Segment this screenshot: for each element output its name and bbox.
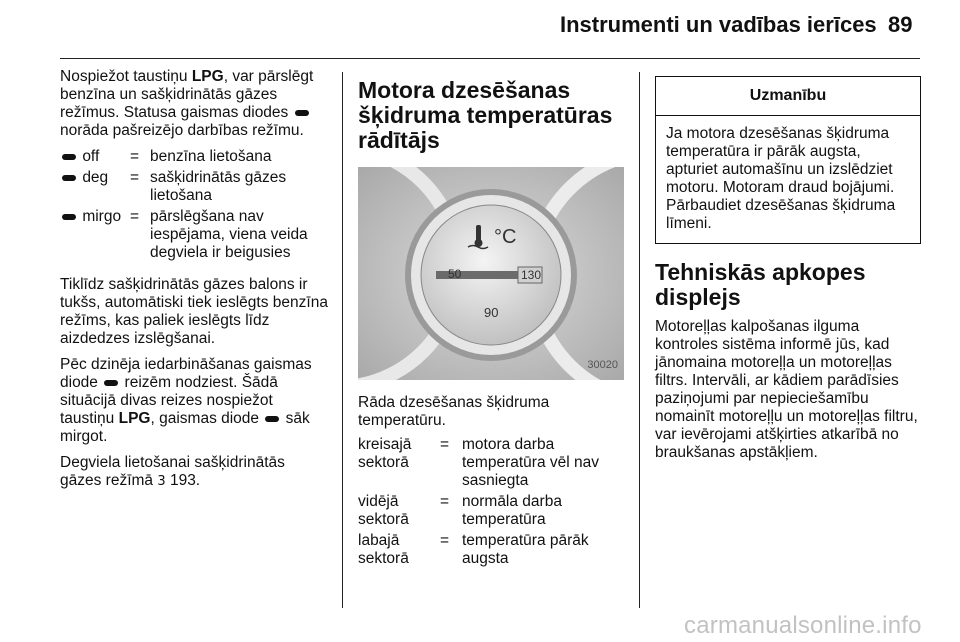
gauge-sector-row (358, 436, 624, 490)
column-1 (60, 68, 328, 499)
text-fragment: , var pārslēgt benzīna un sašķidrinātās gāzes režīmus. Statusa gaismas diodes (60, 68, 314, 121)
led-status-row (60, 169, 328, 205)
reference-page: 193. (165, 472, 201, 489)
column-3 (655, 68, 921, 470)
text-fragment: norāda pašreizējo darbības režīmu. (60, 122, 304, 139)
coolant-gauge-photo (358, 167, 624, 380)
def-value: normāla darba temperatūra (462, 493, 562, 528)
text-fragment: Pēc dzinēja iedarbināšanas gaismas diode (60, 356, 312, 391)
caption-coolant: Rāda dzesēšanas šķidruma temperatūru. (358, 394, 550, 429)
paragraph-empty-tank: Tiklīdz sašķidrinātās gāzes balons ir tukšs, automātiski tiek ieslēgts benzīna režīms, kas paliek ieslēgts līdz aizdedzes izslēgšanai. (60, 276, 328, 347)
def-term: labajā sektorā (358, 532, 409, 567)
def-term (60, 169, 130, 205)
def-value: motora darba temperatūra vēl nav sasniegta (462, 436, 599, 489)
paragraph-fuel-reference (60, 454, 328, 491)
gauge-illustration (358, 167, 624, 380)
led-status-row (60, 148, 328, 166)
warning-box (655, 76, 921, 244)
def-term: vidējā sektorā (358, 493, 409, 528)
led-icon (104, 380, 118, 386)
header-divider (60, 58, 920, 59)
column-divider-2 (639, 72, 640, 608)
def-value: sašķidrinātās gāzes lietošana (150, 169, 287, 204)
column-divider-1 (342, 72, 343, 608)
def-value: pārslēgšana nav iespējama, viena veida degviela ir beigusies (150, 208, 308, 261)
gauge-sector-list (358, 436, 624, 568)
def-value: benzīna lietošana (150, 148, 272, 165)
gauge-unit-label: °C (494, 226, 517, 248)
def-eq: = (130, 169, 140, 186)
gauge-tick-low: 50 (448, 267, 462, 281)
led-icon (62, 214, 76, 220)
gauge-tick-high: 130 (521, 268, 542, 282)
section-heading-coolant: Motora dzesēšanas šķidruma temperatūras rādītājs (358, 77, 613, 153)
paragraph-service-display: Motoreļļas kalpošanas ilguma kontroles sistēma informē jūs, kad jānomaina motoreļļa un motoreļļas filtrs. Intervāli, ar kādiem parādīsies paziņojumi par nepieciešamību nomainīt motoreļļu un motoreļļas filtru, var ievērojami atšķirties atkarībā no braukšanas apstākļiem. (655, 318, 918, 461)
reference-arrow-icon: 3 (157, 474, 166, 489)
photo-number: 30020 (587, 359, 618, 371)
def-term-label: off (82, 148, 100, 165)
section-heading-service: Tehniskās apkopes displejs (655, 259, 866, 310)
watermark: carmanualsonline.info (684, 612, 922, 639)
def-term (60, 208, 130, 262)
lpg-key-label: LPG (191, 68, 224, 85)
column-2 (358, 68, 624, 582)
header-title: Instrumenti un vadības ierīces (560, 12, 877, 37)
led-icon (62, 175, 76, 181)
page-reference-link[interactable] (157, 472, 200, 489)
text-fragment: Degviela lietošanai sašķidrinātās gāzes režīmā (60, 454, 285, 489)
warning-text: Ja motora dzesēšanas šķidruma temperatūra ir pārāk augsta, apturiet automašīnu un izslēdziet motoru. Motoram draud bojājumi. Pārbaudiet dzesēšanas šķidruma līmeni. (666, 125, 896, 232)
gauge-sector-row (358, 532, 624, 568)
warning-title: Uzmanību (656, 77, 920, 116)
page-number: 89 (888, 12, 913, 37)
def-eq: = (130, 208, 140, 225)
led-icon (62, 154, 76, 160)
def-eq: = (440, 532, 450, 549)
paragraph-led-off (60, 356, 328, 446)
led-icon (295, 110, 309, 116)
text-fragment: Nospiežot taustiņu (60, 68, 192, 85)
led-status-row (60, 208, 328, 262)
paragraph-lpg-switch (60, 68, 328, 140)
text-fragment: sāk mirgot. (60, 410, 310, 445)
gauge-tick-mid: 90 (484, 305, 499, 320)
def-term (60, 148, 130, 166)
led-icon (265, 416, 279, 422)
led-status-list (60, 148, 328, 262)
lpg-key-label: LPG (118, 410, 151, 427)
text-fragment: , gaismas diode (150, 410, 264, 427)
def-value: temperatūra pārāk augsta (462, 532, 589, 567)
def-term-label: mirgo (82, 208, 122, 225)
def-eq: = (130, 148, 140, 165)
def-term-label: deg (82, 169, 109, 186)
def-eq: = (440, 493, 450, 510)
text-fragment: reizēm nodziest. Šādā situācijā divas reizes nospiežot taustiņu (60, 374, 278, 427)
gauge-sector-row (358, 493, 624, 529)
def-eq: = (440, 436, 450, 453)
def-term: kreisajā sektorā (358, 436, 412, 471)
